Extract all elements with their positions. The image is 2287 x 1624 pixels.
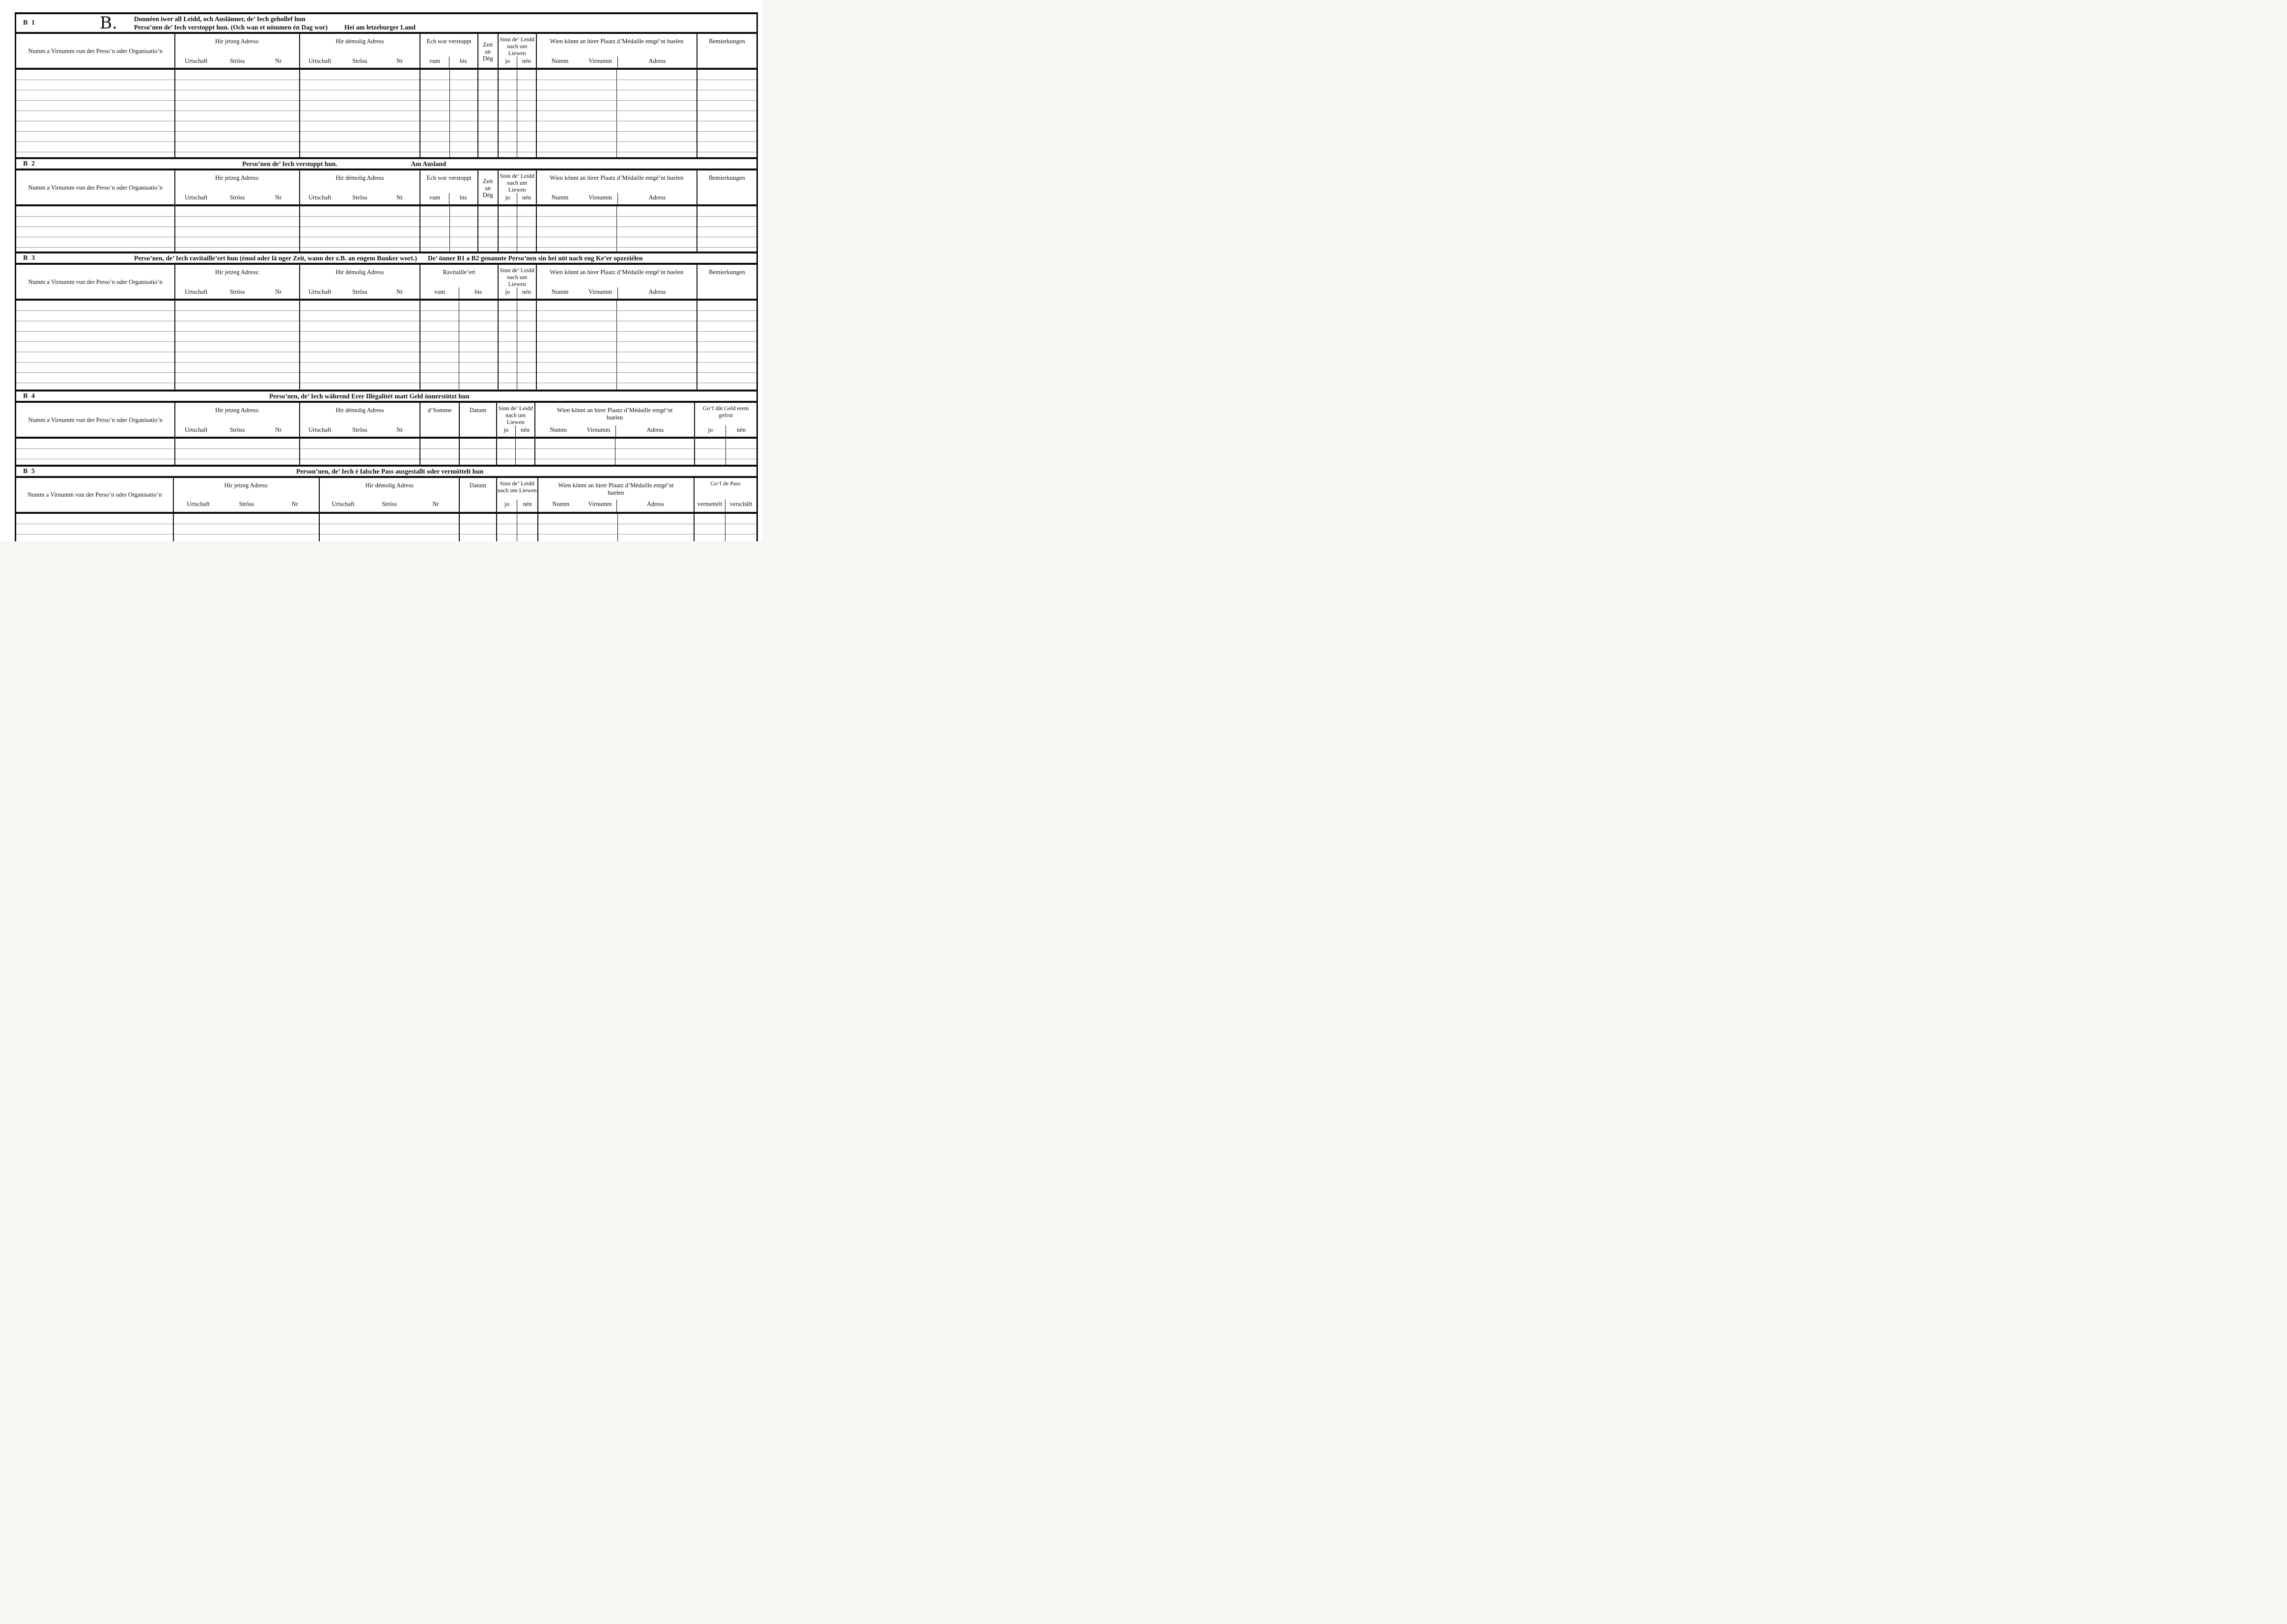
b4-col-former-address: Hir démolig Adress Urtschaft Strôss Nr [299,403,420,438]
b3-sub-jo: jo [505,288,510,295]
b1-sub-stross: Strôss [229,57,245,64]
b4-col-amount: d’Somme [419,403,459,438]
b5-sub-nr2: Nr [432,501,439,507]
b1-col-hidden-period: Ech war verstoppt vum bis [419,34,477,69]
b3-sub-numm: Numm [551,288,569,295]
b2-sub-bis: bis [449,193,477,205]
section-b3-titlebar [16,252,756,265]
b2-sub-nr2: Nr [396,194,403,201]
b1-sub-adress: Adress [617,56,697,69]
b4-sub-nr2: Nr [396,426,403,433]
b4-sub-nr: Nr [275,426,282,433]
form-letter: B. [100,13,117,33]
b3-col-alive: Sinn de’ Leidd nach um Liewen jo nén [498,265,536,300]
b5-sub-urtschaft2: Urtschaft [332,501,355,507]
b5-sub-urtschaft: Urtschaft [187,501,210,507]
b3-sub-nen: nén [517,287,536,300]
b5-col-alive: Sinn de’ Leidd nach um Liewen jo nén [496,478,537,512]
section-b1-titlebar [16,12,756,34]
b4-column-headers [16,403,756,439]
entry-row [16,373,756,383]
b5-sub-adress: Adress [616,500,693,512]
b5-sub-numm: Numm [552,501,570,507]
b3-col-medal: Wien könnt an hirer Plaatz d’Médaille entgé’nt huelen Numm Virnumm Adress [536,265,697,300]
section-b4-title: Perso’nen, de’ Iech während Erer Illégalitét matt Geld önnerstötzt hun [269,392,470,400]
b1-sub-urtschaft: Urtschaft [185,57,208,64]
b3-sub-adress: Adress [617,287,697,300]
entry-row [16,70,756,80]
section-b2-titlebar [16,157,756,170]
b1-entry-rows [16,70,756,157]
entry-row [16,514,756,524]
b1-sub-jo: jo [505,57,510,64]
b5-column-headers [16,478,756,514]
b2-col-hidden-period: Ech war verstoppt vum bis [419,170,477,205]
entry-row [16,237,756,248]
b1-col-days: Zeit an Dég [477,34,498,69]
entry-row [16,439,756,449]
entry-row [16,321,756,332]
b3-col-remarks: Bemierkungen [697,265,756,300]
section-b4-titlebar [16,390,756,403]
entry-row [16,101,756,111]
entry-row [16,449,756,459]
entry-row [16,524,756,534]
form-sheet [15,12,758,541]
b1-sub-nr2: Nr [396,57,403,64]
section-b3-id: B 3 [23,254,36,262]
b5-sub-vermettelt: vermettelt [697,501,723,507]
b2-col-days: Zeit an Dég [477,170,498,205]
b4-sub-stross2: Strôss [352,426,367,433]
b1-sub-nr: Nr [275,57,282,64]
section-b5-id: B 5 [23,467,36,475]
b4-sub-jo: jo [503,426,509,433]
b1-col-medal: Wien könnt an hirer Plaatz d’Médaille entgé’nt huelen Numm Virnumm Adress [536,34,697,69]
b5-sub-stross2: Strôss [382,501,397,507]
form-title-lines [134,15,416,31]
section-b2-title: Perso’nen de’ Iech verstoppt hun. [242,160,337,168]
form-title-line1: Donnéen iwer all Leidd, och Auslänner, de’ Iech gehollef hun [134,15,306,23]
entry-row [16,90,756,101]
b3-sub-vum: vum [434,288,446,295]
b4-sub-urtschaft2: Urtschaft [308,426,332,433]
b1-sub-vum: vum [429,57,441,64]
b3-sub-nr: Nr [275,288,282,295]
b5-col-pass-given: Go’f de Pass vermettelt verschâft [694,478,756,512]
entry-row [16,332,756,342]
b2-col-medal: Wien könnt an hirer Plaatz d’Médaille entgé’nt huelen Numm Virnumm Adress [536,170,697,205]
b5-col-date: Datum [459,478,496,512]
b1-col-remarks: Bemierkungen [697,34,756,69]
b5-sub-virnumm: Virnumm [588,501,612,507]
b3-sub-urtschaft: Urtschaft [185,288,208,295]
section-b4-id: B 4 [23,392,36,400]
b4-sub-virnumm: Virnumm [586,426,611,433]
b1-sub-stross2: Strôss [352,57,367,64]
b3-column-headers [16,265,756,301]
form-title-line2-right: Hei am letzeburger Land [344,24,416,31]
b2-sub-numm: Numm [551,194,569,201]
entry-row [16,217,756,227]
b1-sub-bis: bis [449,56,477,69]
form-title-line2: Perso’nen de’ Iech verstoppt hun. (Och wan et nömmen én Dag wor) [134,24,328,31]
b4-sub-numm: Numm [550,426,567,433]
entry-row [16,111,756,121]
b2-sub-adress: Adress [617,193,697,205]
entry-row [16,206,756,217]
b2-column-headers [16,170,756,206]
b3-sub-urtschaft2: Urtschaft [308,288,332,295]
b2-col-former-address: Hir démolig Adress Urtschaft Strôss Nr [299,170,420,205]
b4-sub-urtschaft: Urtschaft [185,426,208,433]
b1-sub-nen: nén [517,56,536,69]
b2-sub-urtschaft: Urtschaft [185,194,208,201]
section-b2-subtitle: Am Ausland [411,160,446,168]
b3-entry-rows [16,301,756,390]
section-b1-id: B 1 [23,19,36,27]
b2-sub-virnumm: Virnumm [588,194,612,201]
section-b3-title: Perso’nen, de’ Iech ravitaille’ert hun (émol oder lä nger Zeit, wann der z.B. an engem Bunker wort.) [134,254,417,262]
b4-col-current-address: Hir jetzeg Adress: Urtschaft Strôss Nr [174,403,299,438]
b4-col-money-returned: Go’f dât Geld erem gefrot jo nén [694,403,756,438]
b5-col-current-address: Hir jetzeg Adress: Urtschaft Strôss Nr [173,478,319,512]
b4-col-name-org: Numm a Virnumm vun der Perso’n oder Organisatio’n [28,417,163,423]
section-b2-id: B 2 [23,160,36,168]
entry-row [16,342,756,352]
b4-col-alive: Sinn de’ Leidd nach um Liewen jo nén [496,403,534,438]
b5-col-medal: Wien könnt an hirer Plaatz d’Médaille entgé’nt huelen Numm Virnumm Adress [537,478,694,512]
b3-sub-virnumm: Virnumm [588,288,612,295]
entry-row [16,121,756,132]
entry-row [16,80,756,90]
b5-col-name-org: Numm a Virnumm vun der Perso’n oder Organisatio’n [28,491,162,498]
b1-col-former-address: Hir démolig Adress Urtschaft Strôss Nr [299,34,420,69]
section-b5-title: Person’nen, de’ Iech é falsche Pass ausgestallt oder vermöttelt hun [296,467,484,475]
b5-entry-rows [16,514,756,541]
b5-sub-nr: Nr [291,501,298,507]
b2-sub-stross: Strôss [229,194,245,201]
b1-column-headers [16,34,756,70]
b1-col-alive: Sinn de’ Leidd nach um Liewen jo nén [498,34,536,69]
b4-col-medal: Wien könnt an hirer Plaatz d’Médaille entgé’nt huelen Numm Virnumm Adress [534,403,695,438]
b3-col-supplied-period: Ravitaille’ert vum bis [419,265,497,300]
entry-row [16,363,756,373]
b2-sub-nen: nén [517,193,536,205]
b2-sub-stross2: Strôss [352,194,367,201]
b1-sub-virnumm: Virnumm [588,57,612,64]
b4-col-date: Datum [459,403,496,438]
b2-sub-urtschaft2: Urtschaft [308,194,332,201]
b1-col-current-address: Hir jetzeg Adress: Urtschaft Strôss Nr [174,34,299,69]
b3-col-former-address: Hir démolig Adress Urtschaft Strôss Nr [299,265,420,300]
b3-sub-stross2: Strôss [352,288,367,295]
b3-sub-nr2: Nr [396,288,403,295]
b4-sub-adress: Adress [615,425,694,438]
b4-sub-nen: nén [515,425,534,438]
entry-row [16,311,756,321]
b4-sub-money-nen: nén [725,425,756,438]
scanned-form-page [0,0,762,541]
b2-sub-nr: Nr [275,194,282,201]
b2-col-current-address: Hir jetzeg Adress: Urtschaft Strôss Nr [174,170,299,205]
b2-col-name-org: Numm a Virnumm vun der Perso’n oder Organisatio’n [28,184,163,191]
entry-row [16,352,756,363]
b2-col-alive: Sinn de’ Leidd nach um Liewen jo nén [498,170,536,205]
b3-col-name-org: Numm a Virnumm vun der Perso’n oder Organisatio’n [28,279,163,285]
b5-sub-verschaft: verschâft [725,500,756,512]
b5-col-former-address: Hir démolig Adress Urtschaft Strôss Nr [319,478,459,512]
entry-row [16,132,756,142]
b5-sub-nen: nén [517,500,537,512]
b3-col-current-address: Hir jetzeg Adress: Urtschaft Strôss Nr [174,265,299,300]
b4-sub-money-jo: jo [708,426,713,433]
b3-sub-bis: bis [459,287,498,300]
b4-entry-rows [16,439,756,465]
b2-col-remarks: Bemierkungen [697,170,756,205]
b4-sub-stross: Strôss [229,426,245,433]
entry-row [16,301,756,311]
section-b3-note: De’ önner B1 a B2 genannte Perso’nen sin hei nöt nach eng Ke’er opzeziélen [427,254,643,262]
entry-row [16,227,756,237]
b3-sub-stross: Strôss [229,288,245,295]
b2-sub-vum: vum [429,194,441,201]
section-b5-titlebar [16,465,756,478]
b1-sub-numm: Numm [551,57,569,64]
b1-col-name-org: Numm a Virnumm vun der Perso’n oder Organisatio’n [28,48,163,55]
entry-row [16,142,756,152]
b5-sub-stross: Strôss [239,501,254,507]
b1-sub-urtschaft2: Urtschaft [308,57,332,64]
b5-sub-jo: jo [504,501,509,507]
b2-entry-rows [16,206,756,252]
b2-sub-jo: jo [505,194,510,201]
